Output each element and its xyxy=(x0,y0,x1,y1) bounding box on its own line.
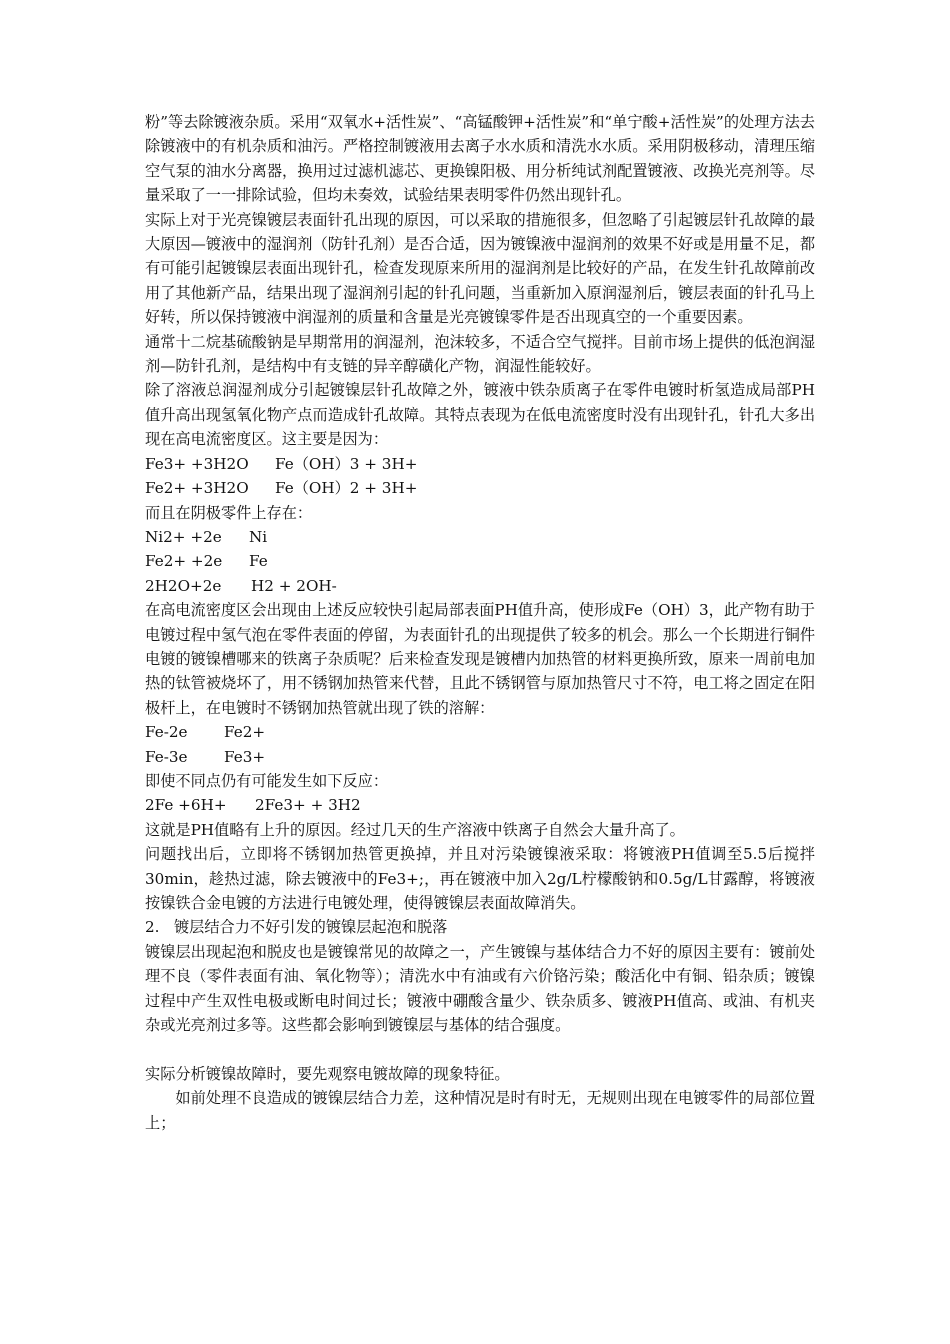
paragraph: 而且在阴极零件上存在： xyxy=(145,503,313,522)
equation-line xyxy=(145,720,815,744)
equation-line xyxy=(145,745,815,769)
equation-line xyxy=(145,525,815,549)
equation-right: Ni xyxy=(249,527,268,546)
paragraph: 通常十二烷基硫酸钠是早期常用的润湿剂，泡沫较多，不适合空气搅拌。目前市场上提供的低泡润湿剂—防针孔剂，是结构中有支链的异辛醇磺化产物，润湿性能较好。 xyxy=(145,332,815,376)
document-body xyxy=(145,110,815,1135)
paragraph: 粉”等去除镀液杂质。采用“双氧水+活性炭”、“高锰酸钾+活性炭”和“单宁酸+活性炭”的处理方法去除镀液中的有机杂质和油污。严格控制镀液用去离子水水质和清洗水水质。采用阴极移动，清理压缩空气泵的油水分离器，换用过过滤机滤芯、更换镍阳极、用分析纯试剂配置镀液、改换光亮剂等。尽量采取了一一排除试验，但均未奏效，试验结果表明零件仍然出现针孔。 xyxy=(145,113,815,205)
paragraph: 实际分析镀镍故障时，要先观察电镀故障的现象特征。 xyxy=(145,1064,510,1083)
blank-line xyxy=(145,1037,815,1061)
paragraph: 实际上对于光亮镍镀层表面针孔出现的原因，可以采取的措施很多，但忽略了引起镀层针孔故障的最大原因—镀液中的湿润剂（防针孔剂）是否合适，因为镀镍液中湿润剂的效果不好或是用量不足，都有可能引起镀镍层表面出现针孔，检查发现原来所用的湿润剂是比较好的产品，在发生针孔故障前改用了其他新产品，结果出现了湿润剂引起的针孔问题，当重新加入原润湿剂后，镀层表面的针孔马上好转，所以保持镀液中润湿剂的质量和含量是光亮镀镍零件是否出现真空的一个重要因素。 xyxy=(145,210,815,327)
equation-left: 2Fe +6H+ xyxy=(145,796,227,815)
equation-left: Ni2+ +2e xyxy=(145,527,222,546)
paragraph: 问题找出后，立即将不锈钢加热管更换掉，并且对污染镀镍液采取：将镀液PH值调至5.5后搅拌30min，趁热过滤，除去镀液中的Fe3+;，再在镀液中加入2g/L柠檬酸钠和0.5g/L甘露醇，将镀液按镍铁合金电镀的方法进行电镀处理，使得镀镍层表面故障消失。 xyxy=(145,845,815,912)
paragraph: 在高电流密度区会出现由上述反应较快引起局部表面PH值升高，使形成Fe（OH）3，此产物有助于电镀过程中氢气泡在零件表面的停留，为表面针孔的出现提供了较多的机会。那么一个长期进行铜件电镀的镀镍槽哪来的铁离子杂质呢？后来检查发现是镀槽内加热管的材料更换所致，原来一周前电加热的钛管被烧坏了，用不锈钢加热管来代替，且此不锈钢管与原加热管尺寸不符，电工将之固定在阳极杆上，在电镀时不锈钢加热管就出现了铁的溶解： xyxy=(145,601,815,717)
paragraph: 如前处理不良造成的镀镍层结合力差，这种情况是时有时无，无规则出现在电镀零件的局部位置上； xyxy=(145,1089,815,1132)
paragraph: 即使不同点仍有可能发生如下反应： xyxy=(145,771,388,790)
equation-left: 2H2O+2e xyxy=(145,576,222,595)
equation-left: Fe-2e xyxy=(145,723,188,742)
equation-right: Fe2+ xyxy=(224,723,266,742)
equation-left: Fe2+ +3H2O xyxy=(145,479,249,498)
equation-right: Fe（OH）3 + 3H+ xyxy=(275,454,418,473)
equation-left: Fe2+ +2e xyxy=(145,552,223,571)
equation-line xyxy=(145,574,815,598)
section-heading: 2. 镀层结合力不好引发的镀镍层起泡和脱落 xyxy=(145,918,448,937)
equation-line xyxy=(145,549,815,573)
equation-right: 2Fe3+ + 3H2 xyxy=(255,796,361,815)
equation-line xyxy=(145,476,815,500)
paragraph: 这就是PH值略有上升的原因。经过几天的生产溶液中铁离子自然会大量升高了。 xyxy=(145,820,685,839)
equation-line xyxy=(145,793,815,817)
equation-left: Fe-3e xyxy=(145,747,188,766)
equation-right: Fe（OH）2 + 3H+ xyxy=(275,479,418,498)
equation-right: H2 + 2OH- xyxy=(251,576,337,595)
equation-line xyxy=(145,452,815,476)
paragraph: 镀镍层出现起泡和脱皮也是镀镍常见的故障之一，产生镀镍与基体结合力不好的原因主要有：镀前处理不良（零件表面有油、氧化物等）；清洗水中有油或有六价铬污染；酸活化中有铜、铅杂质；镀镍过程中产生双性电极或断电时间过长；镀液中硼酸含量少、铁杂质多、镀液PH值高、或油、有机夹杂或光亮剂过多等。这些都会影响到镀镍层与基体的结合强度。 xyxy=(145,942,815,1035)
equation-left: Fe3+ +3H2O xyxy=(145,454,249,473)
paragraph: 除了溶液总润湿剂成分引起镀镍层针孔故障之外，镀液中铁杂质离子在零件电镀时析氢造成局部PH值升高出现氢氧化物产点而造成针孔故障。其特点表现为在低电流密度时没有出现针孔，针孔大多出现在高电流密度区。这主要是因为： xyxy=(145,381,815,449)
equation-right: Fe3+ xyxy=(224,747,266,766)
equation-right: Fe xyxy=(249,552,268,571)
